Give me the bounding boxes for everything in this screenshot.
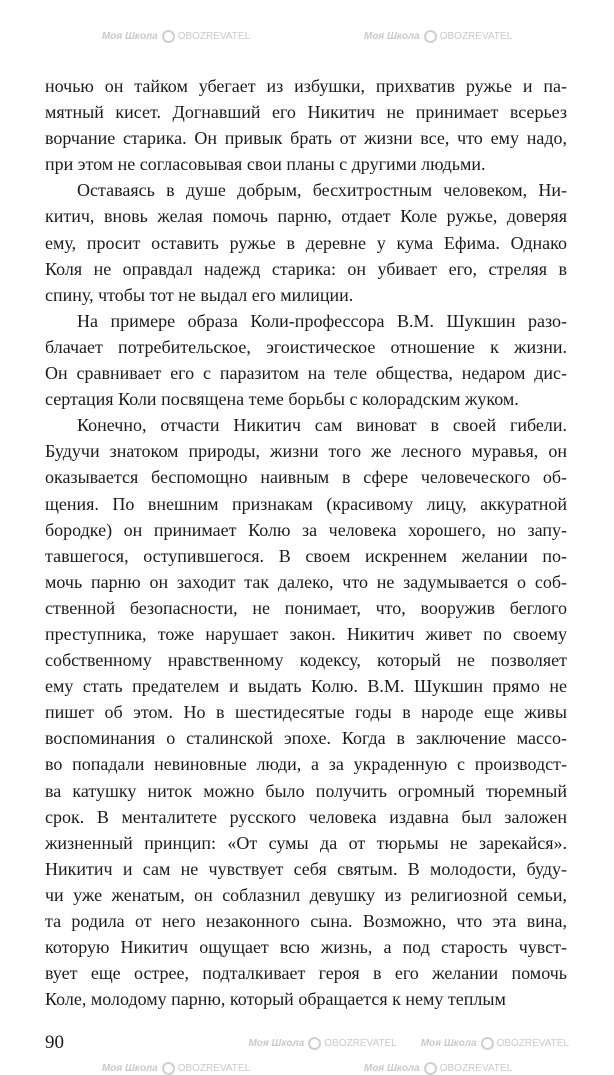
text-line: Коля не оправдал надежд старика: он убивает его, стреляя в [45,258,567,279]
watermark-logo-icon [424,1062,437,1075]
paragraph [45,177,567,307]
text-line: пишет об этом. Но в шестидесятые годы в народе еще живы [45,702,567,723]
text-line: при этом не согласовывая свои планы с другими людьми. [45,154,486,175]
text-line: китич, вновь желая помочь парню, отдает Коле ружье, доверяя [45,206,567,227]
watermark [248,1037,396,1050]
text-line: ему, просит оставить ружье в деревне у кума Ефима. Однако [45,232,567,253]
text-line: ственной безопасности, не понимает, что, вооружив беглого [45,597,567,618]
text-line: ему стать предателем и выдать Колю. В.М. Шукшин прямо не [45,676,567,697]
text-line: преступника, тоже нарушает закон. Никитич живет по своему [45,623,567,644]
page-number: 90 [45,1032,64,1054]
paragraph [45,412,567,1012]
watermark-school-text: Моя Школа [101,31,158,42]
watermark-school-text: Моя Школа [101,1063,158,1075]
text-line: Коле, молодому парню, который обращается к нему теплым [45,989,506,1010]
text-line: во попадали невиновные люди, а за украденную с производст- [45,754,567,775]
watermark [102,1062,250,1075]
watermark-brand-text: OBOZREVATEL [496,1037,569,1049]
paragraph [45,73,567,177]
text-line: Конечно, отчасти Никитич сам виноват в своей гибели. [77,415,567,436]
watermark [364,1062,512,1075]
watermark [421,1037,569,1050]
text-line: ночью он тайком убегает из избушки, прихватив ружье и па- [45,76,567,96]
text-line: тавшегося, оступившегося. В своем искреннем желании по- [45,545,567,566]
text-line: которую Никитич ощущает всю жизнь, а под старость чувст- [45,937,567,958]
watermark [102,30,250,43]
watermark-school-text: Моя Школа [363,31,420,42]
text-line: ва катушку ниток можно было получить огромный тюремный [45,780,567,801]
watermark-brand-text: OBOZREVATEL [324,1037,397,1049]
page-footer [45,1030,569,1056]
watermark-logo-icon [162,30,175,43]
watermark-brand-text: OBOZREVATEL [177,31,251,42]
watermark-row-top [0,0,614,73]
text-line: бородке) он принимает Колю за человека хорошего, но запу- [45,519,567,540]
text-line: мятный кисет. Догнавший его Никитич не принимает всерьез [45,102,567,123]
text-line: срок. В менталитете русского человека издавна был заложен [45,806,567,827]
text-line: Будучи знатоком природы, жизни того же лесного муравья, он [45,441,567,462]
text-line: жизненный принцип: «От сумы да от тюрьмы не зарекайся». [45,832,567,853]
watermark-school-text: Моя Школа [420,1037,477,1049]
text-line: сертация Коли посвящена теме борьбы с колорадским жуком. [45,389,519,410]
text-line: щения. По внешним признакам (красивому лицу, аккуратной [45,493,567,514]
text-line: та родила от него незаконного сына. Возможно, что эта вина, [45,911,567,931]
text-line: собственному нравственному кодексу, который не позволяет [45,650,567,671]
text-line: Никитич и сам не чувствует себя святым. В молодости, буду- [45,858,567,879]
text-line: чи уже женатым, он соблазнил девушку из религиозной семьи, [45,884,567,905]
text-line: воспоминания о сталинской эпохе. Когда в заключение массо- [45,728,567,749]
watermark-school-text: Моя Школа [363,1063,420,1075]
text-line: оказывается беспомощно наивным в сфере человеческого об- [45,467,567,488]
watermark-logo-icon [162,1062,175,1075]
watermark [364,30,512,43]
text-line: На примере образа Коли-профессора В.М. Шукшин разо- [77,310,567,331]
watermark-logo-icon [308,1037,321,1050]
text-line: вует еще острее, подталкивает героя в его желании помочь [45,963,567,984]
text-line: ворчание старика. Он привык брать от жизни все, что ему надо, [45,128,567,149]
watermark-row-bottom [0,1056,614,1075]
watermark-brand-text: OBOZREVATEL [177,1063,251,1075]
text-line: спину, чтобы тот не выдал его милиции. [45,284,354,305]
text-line: блачает потребительское, эгоистическое отношение к жизни. [45,336,567,357]
watermark-row-footer [248,1037,569,1050]
text-line: Оставаясь в душе добрым, бесхитростным человеком, Ни- [77,180,567,201]
watermark-logo-icon [424,30,437,43]
text-line: мочь парню он заходит так далеко, что не задумывается о соб- [45,571,567,592]
watermark-logo-icon [481,1037,494,1050]
text-line: Он сравнивает его с паразитом на теле общества, недаром дис- [45,363,567,384]
page-body-text [45,73,567,1012]
watermark-school-text: Моя Школа [248,1037,305,1049]
paragraph [45,308,567,412]
watermark-brand-text: OBOZREVATEL [439,1063,513,1075]
watermark-brand-text: OBOZREVATEL [439,31,513,42]
